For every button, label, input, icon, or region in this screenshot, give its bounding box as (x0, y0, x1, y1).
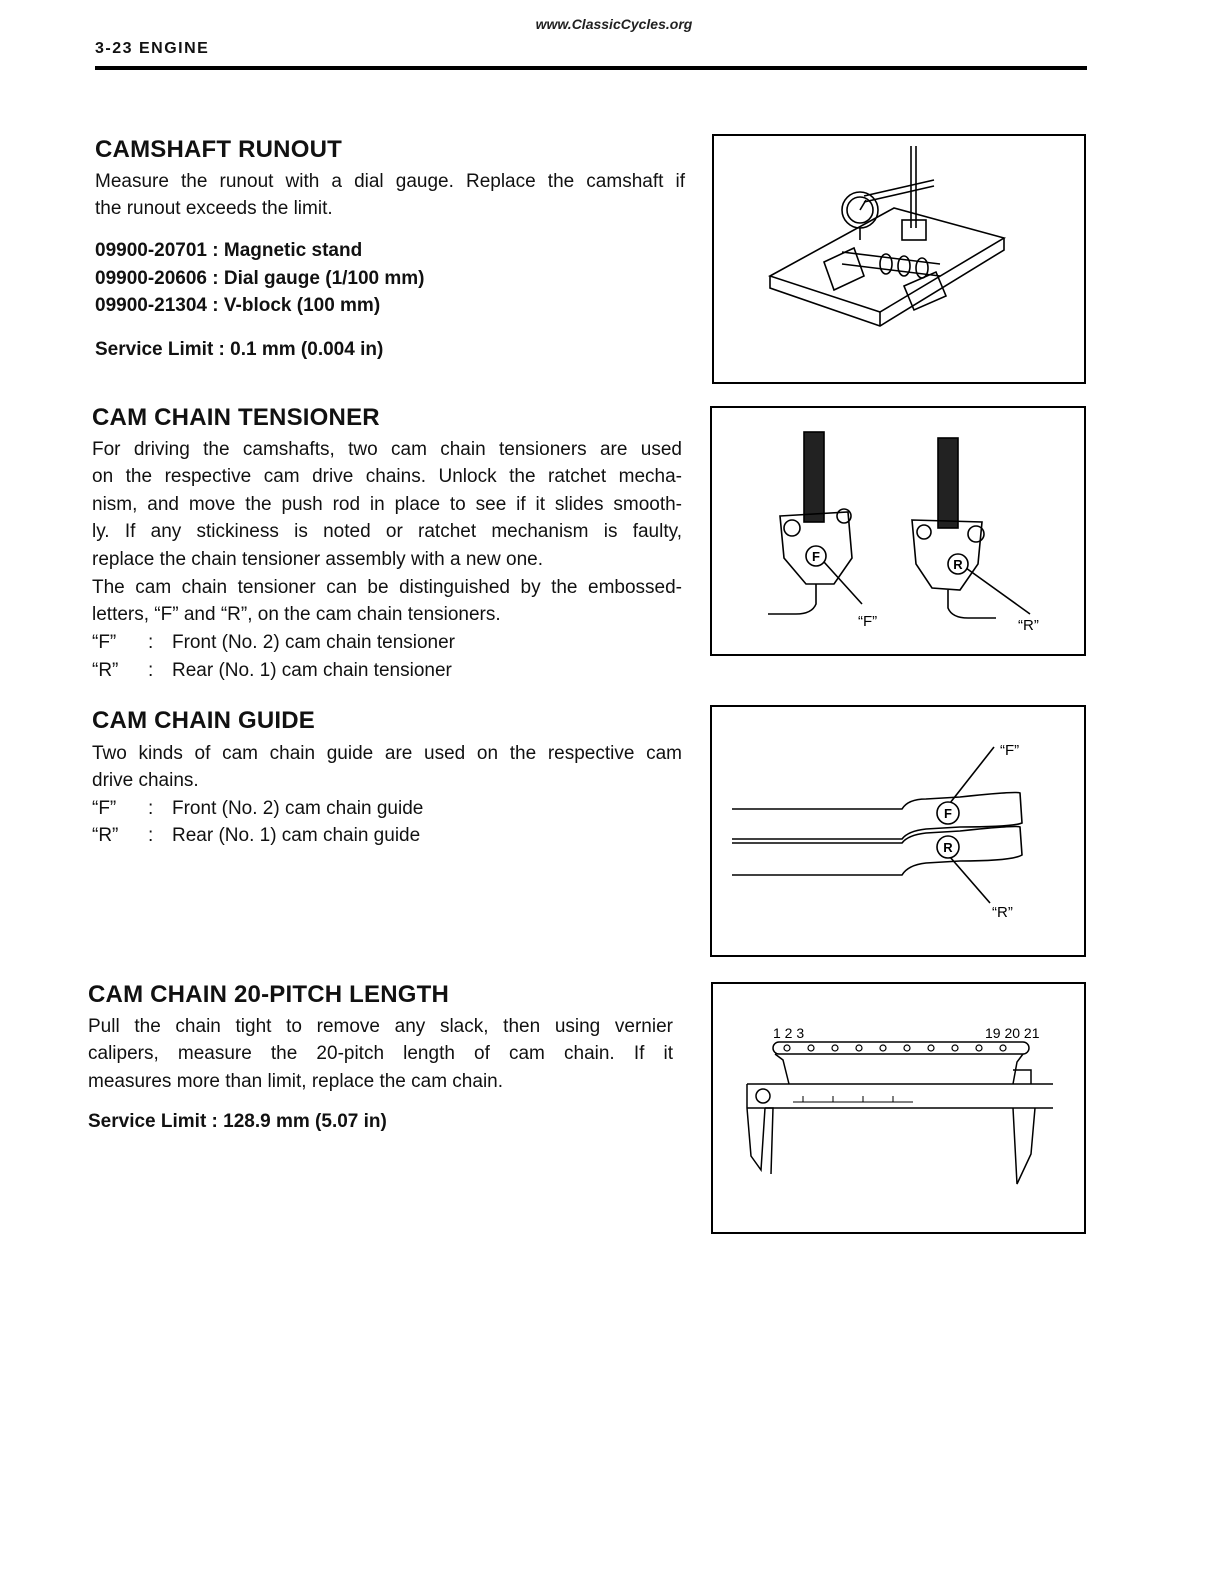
guide-item-front (92, 795, 423, 823)
tensioner-line-6: The cam chain tensioner can be distinguished by the embossed- (92, 577, 682, 598)
item-key: “F” (92, 632, 117, 653)
guide-label-f: “F” (1000, 742, 1020, 759)
figure-camshaft-runout (712, 134, 1086, 384)
cam-chain-guide-title: CAM CHAIN GUIDE (92, 707, 315, 734)
guide-badge-r (937, 836, 959, 858)
guide-line-1: Two kinds of cam chain guide are used on the respective cam (92, 743, 682, 764)
tensioner-line-1: For driving the camshafts, two cam chain tensioners are used (92, 439, 682, 460)
item-key: “R” (92, 660, 119, 681)
tensioner-label-f: “F” (858, 613, 878, 630)
cam-chain-tensioner-title: CAM CHAIN TENSIONER (92, 404, 380, 431)
tool-v-block: 09900-21304 : V-block (100 mm) (95, 295, 381, 316)
pitch-line-3: measures more than limit, replace the cam chain. (88, 1071, 504, 1092)
figure-cam-chain-tensioner (710, 406, 1086, 656)
item-text: Rear (No. 1) cam chain guide (172, 825, 421, 846)
item-text: Rear (No. 1) cam chain tensioner (172, 660, 452, 681)
figure-chain-pitch-length (711, 982, 1086, 1234)
badge-r-text: R (943, 840, 953, 855)
tensioner-line-5: replace the chain tensioner assembly with a new one. (92, 549, 543, 570)
cam-chain-tensioner-illustration (712, 408, 1084, 654)
tensioner-item-rear (92, 657, 452, 685)
badge-r-text: R (953, 557, 963, 572)
tensioner-label-r: “R” (1018, 617, 1039, 634)
cam-chain-guide-illustration (712, 707, 1084, 955)
item-key: “F” (92, 798, 117, 819)
tensioner-line-3: nism, and move the push rod in place to see if it slides smooth- (92, 494, 682, 515)
chain-pitch-illustration (713, 984, 1084, 1232)
tensioner-line-2: on the respective cam drive chains. Unlock the ratchet mecha- (92, 466, 682, 487)
item-text: Front (No. 2) cam chain guide (172, 798, 424, 819)
camshaft-runout-illustration (714, 136, 1084, 382)
pitch-service-limit: Service Limit : 128.9 mm (5.07 in) (88, 1111, 387, 1132)
tensioner-badge-f (806, 546, 826, 566)
camshaft-runout-title: CAMSHAFT RUNOUT (95, 136, 342, 163)
guide-line-2: drive chains. (92, 770, 199, 791)
chain-numbers-right: 19 20 21 (985, 1025, 1040, 1041)
guide-badge-f (937, 802, 959, 824)
runout-service-limit: Service Limit : 0.1 mm (0.004 in) (95, 339, 384, 360)
badge-f-text: F (812, 549, 820, 564)
item-sep: : (148, 825, 154, 846)
running-head: 3-23 ENGINE (95, 40, 210, 57)
runout-body-line-2: the runout exceeds the limit. (95, 198, 333, 219)
cam-chain-pitch-title: CAM CHAIN 20-PITCH LENGTH (88, 981, 450, 1008)
guide-item-rear (92, 822, 420, 850)
site-url: www.ClassicCycles.org (535, 16, 693, 32)
item-text: Front (No. 2) cam chain tensioner (172, 632, 456, 653)
figure-cam-chain-guide (710, 705, 1086, 957)
header-rule (95, 66, 1087, 70)
item-sep: : (148, 660, 154, 681)
tensioner-line-7: letters, “F” and “R”, on the cam chain tensioners. (92, 604, 501, 625)
pitch-line-2: calipers, measure the 20-pitch length of cam chain. If it (88, 1043, 673, 1064)
item-sep: : (148, 798, 154, 819)
tensioner-badge-r (948, 554, 968, 574)
runout-body-line-1: Measure the runout with a dial gauge. Replace the camshaft if (95, 171, 685, 192)
guide-label-r: “R” (992, 904, 1013, 921)
item-key: “R” (92, 825, 119, 846)
item-sep: : (148, 632, 154, 653)
tensioner-line-4: ly. If any stickiness is noted or ratchet mechanism is faulty, (92, 521, 682, 542)
chain-numbers-left: 1 2 3 (773, 1025, 805, 1041)
tensioner-item-front (92, 629, 455, 657)
pitch-line-1: Pull the chain tight to remove any slack, then using vernier (88, 1016, 673, 1037)
badge-f-text: F (944, 806, 952, 821)
tool-dial-gauge: 09900-20606 : Dial gauge (1/100 mm) (95, 268, 425, 289)
tool-magnetic-stand: 09900-20701 : Magnetic stand (95, 240, 363, 261)
